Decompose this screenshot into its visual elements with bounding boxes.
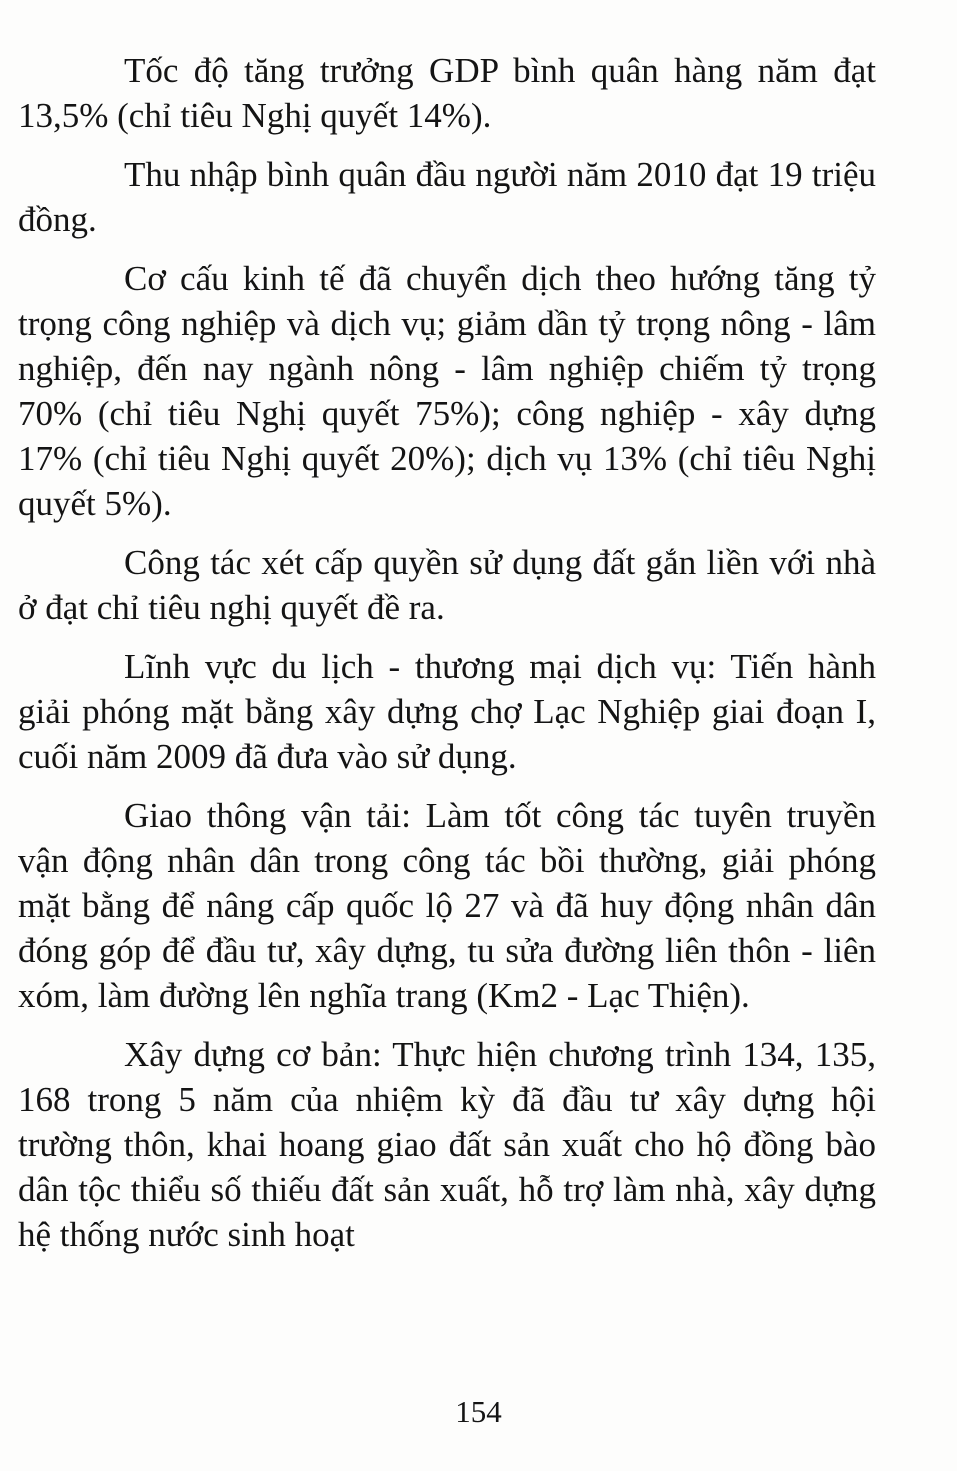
paragraph-income: Thu nhập bình quân đầu người năm 2010 đạt 19 triệu đồng. bbox=[18, 155, 876, 239]
paragraph-economic-structure: Cơ cấu kinh tế đã chuyển dịch theo hướng tăng tỷ trọng công nghiệp và dịch vụ; giảm dần tỷ trọng nông - lâm nghiệp, đến nay ngành nông - lâm nghiệp chiếm tỷ trọng 70% (chỉ tiêu Nghị quyết 75%); công nghiệp - xây dựng 17% (chỉ tiêu Nghị quyết 20%); dịch vụ 13% (chỉ tiêu Nghị quyết 5%). bbox=[18, 259, 876, 523]
page-body bbox=[18, 48, 876, 1257]
paragraph-land-use: Công tác xét cấp quyền sử dụng đất gắn liền với nhà ở đạt chỉ tiêu nghị quyết đề ra. bbox=[18, 543, 876, 627]
paragraph-gdp-growth: Tốc độ tăng trưởng GDP bình quân hàng năm đạt 13,5% (chỉ tiêu Nghị quyết 14%). bbox=[18, 51, 876, 135]
paragraph-tourism-trade: Lĩnh vực du lịch - thương mại dịch vụ: Tiến hành giải phóng mặt bằng xây dựng chợ Lạc Nghiệp giai đoạn I, cuối năm 2009 đã đưa vào sử dụng. bbox=[18, 647, 876, 776]
paragraph-transport: Giao thông vận tải: Làm tốt công tác tuyên truyền vận động nhân dân trong công tác bồi thường, giải phóng mặt bằng để nâng cấp quốc lộ 27 và đã huy động nhân dân đóng góp để đầu tư, xây dựng, tu sửa đường liên thôn - liên xóm, làm đường lên nghĩa trang (Km2 - Lạc Thiện). bbox=[18, 796, 876, 1015]
paragraph-construction: Xây dựng cơ bản: Thực hiện chương trình 134, 135, 168 trong 5 năm của nhiệm kỳ đã đầu tư xây dựng hội trường thôn, khai hoang giao đất sản xuất cho hộ đồng bào dân tộc thiểu số thiếu đất sản xuất, hỗ trợ làm nhà, xây dựng hệ thống nước sinh hoạt bbox=[18, 1035, 876, 1254]
page-number: 154 bbox=[455, 1394, 502, 1429]
